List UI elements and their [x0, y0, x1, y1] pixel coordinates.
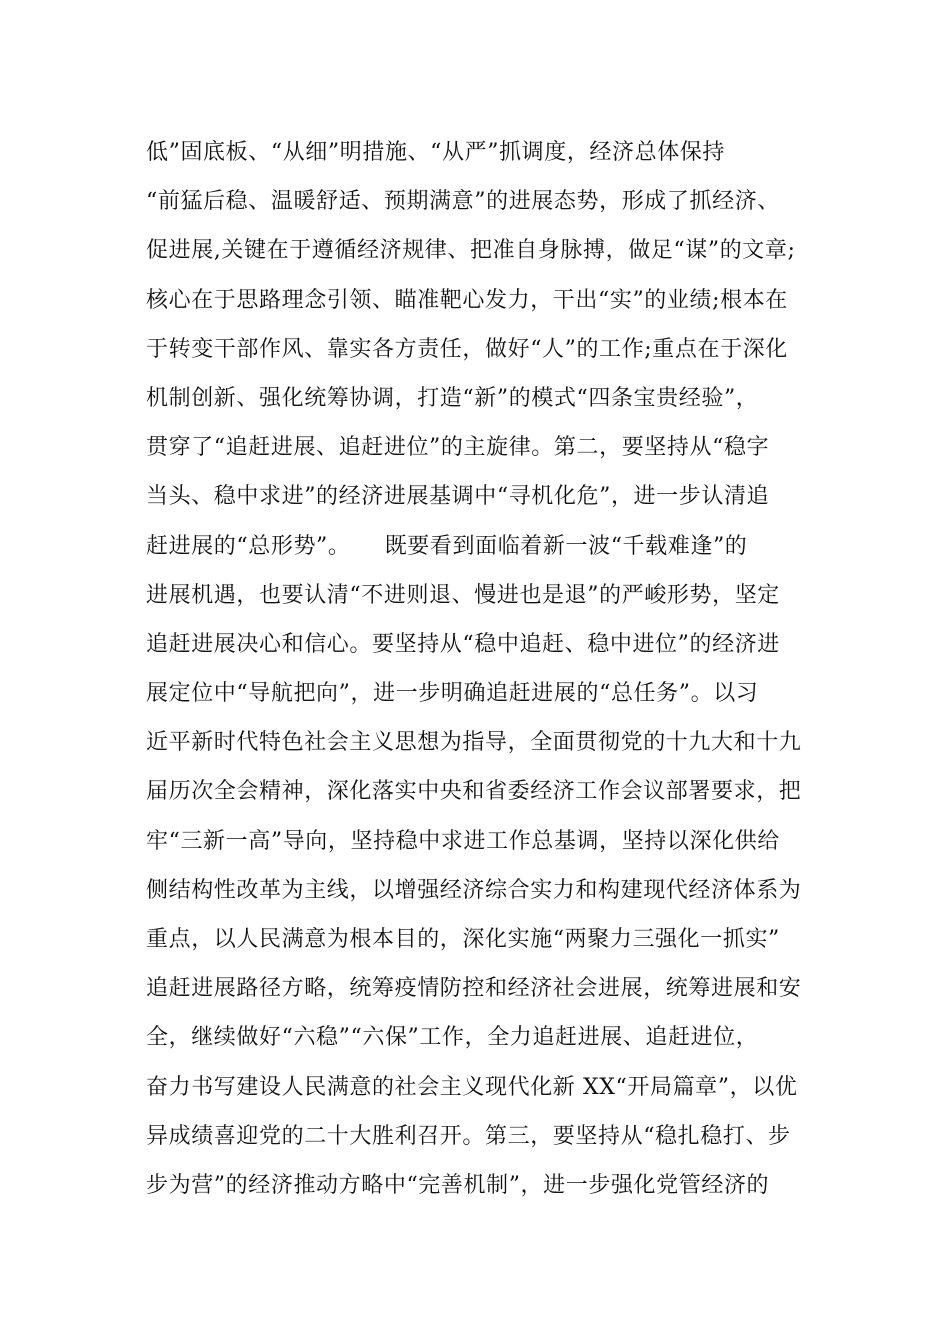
text-line: 追赶进展路径方略，统筹疫情防控和经济社会进展，统筹进展和安 — [146, 976, 802, 1002]
text-line: 届历次全会精神，深化落实中央和省委经济工作会议部署要求，把 — [146, 779, 802, 805]
text-line: 全，继续做好“六稳”“六保”工作，全力追赶进展、追赶进位， — [146, 1025, 759, 1051]
body-text — [146, 128, 822, 1210]
text-line: 于转变干部作风、靠实各方责任，做好“人”的工作;重点在于深化 — [146, 336, 788, 362]
text-line: 促进展,关键在于遵循经济规律、把准自身脉搏，做足“谋”的文章; — [146, 238, 796, 264]
text-line: 步为营”的经济推动方略中“完善机制”，进一步强化党管经济的 — [146, 1172, 770, 1198]
text-line: 异成绩喜迎党的二十大胜利召开。第三，要坚持从“稳扎稳打、步 — [146, 1123, 791, 1149]
text-line: 追赶进展决心和信心。要坚持从“稳中追赶、稳中进位”的经济进 — [146, 631, 780, 657]
text-line: 进展机遇，也要认清“不进则退、慢进也是退”的严峻形势，坚定 — [146, 582, 780, 608]
text-line: 核心在于思路理念引领、瞄准靶心发力，干出“实”的业绩;根本在 — [146, 287, 788, 313]
text-line: 牢“三新一高”导向，坚持稳中求进工作总基调，坚持以深化供给 — [146, 828, 780, 854]
text-line: 低”固底板、“从细”明措施、“从严”抓调度，经济总体保持 — [146, 140, 726, 165]
text-line: 当头、稳中求进”的经济进展基调中“寻机化危”，进一步认清追 — [146, 484, 770, 510]
text-line: 重点，以人民满意为根本目的，深化实施“两聚力三强化一抓实” — [146, 927, 780, 952]
text-line: “前猛后稳、温暖舒适、预期满意”的进展态势，形成了抓经济、 — [146, 189, 780, 215]
text-line: 近平新时代特色社会主义思想为指导，全面贯彻党的十九大和十九 — [146, 730, 802, 756]
text-line: 展定位中“导航把向”，进一步明确追赶进展的“总任务”。以习 — [146, 681, 759, 707]
text-line: 贯穿了“追赶进展、追赶进位”的主旋律。第二，要坚持从“稳字 — [146, 435, 770, 461]
text-line: 侧结构性改革为主线，以增强经济综合实力和构建现代经济体系为 — [146, 877, 802, 903]
text-line: 奋力书写建设人民满意的社会主义现代化新 XX“开局篇章”，以优 — [146, 1074, 798, 1100]
text-line: 机制创新、强化统筹协调，打造“新”的模式“四条宝贵经验”， — [146, 385, 759, 411]
text-line: 赶进展的“总形势”。 既要看到面临着新一波“千载难逢”的 — [146, 533, 748, 559]
